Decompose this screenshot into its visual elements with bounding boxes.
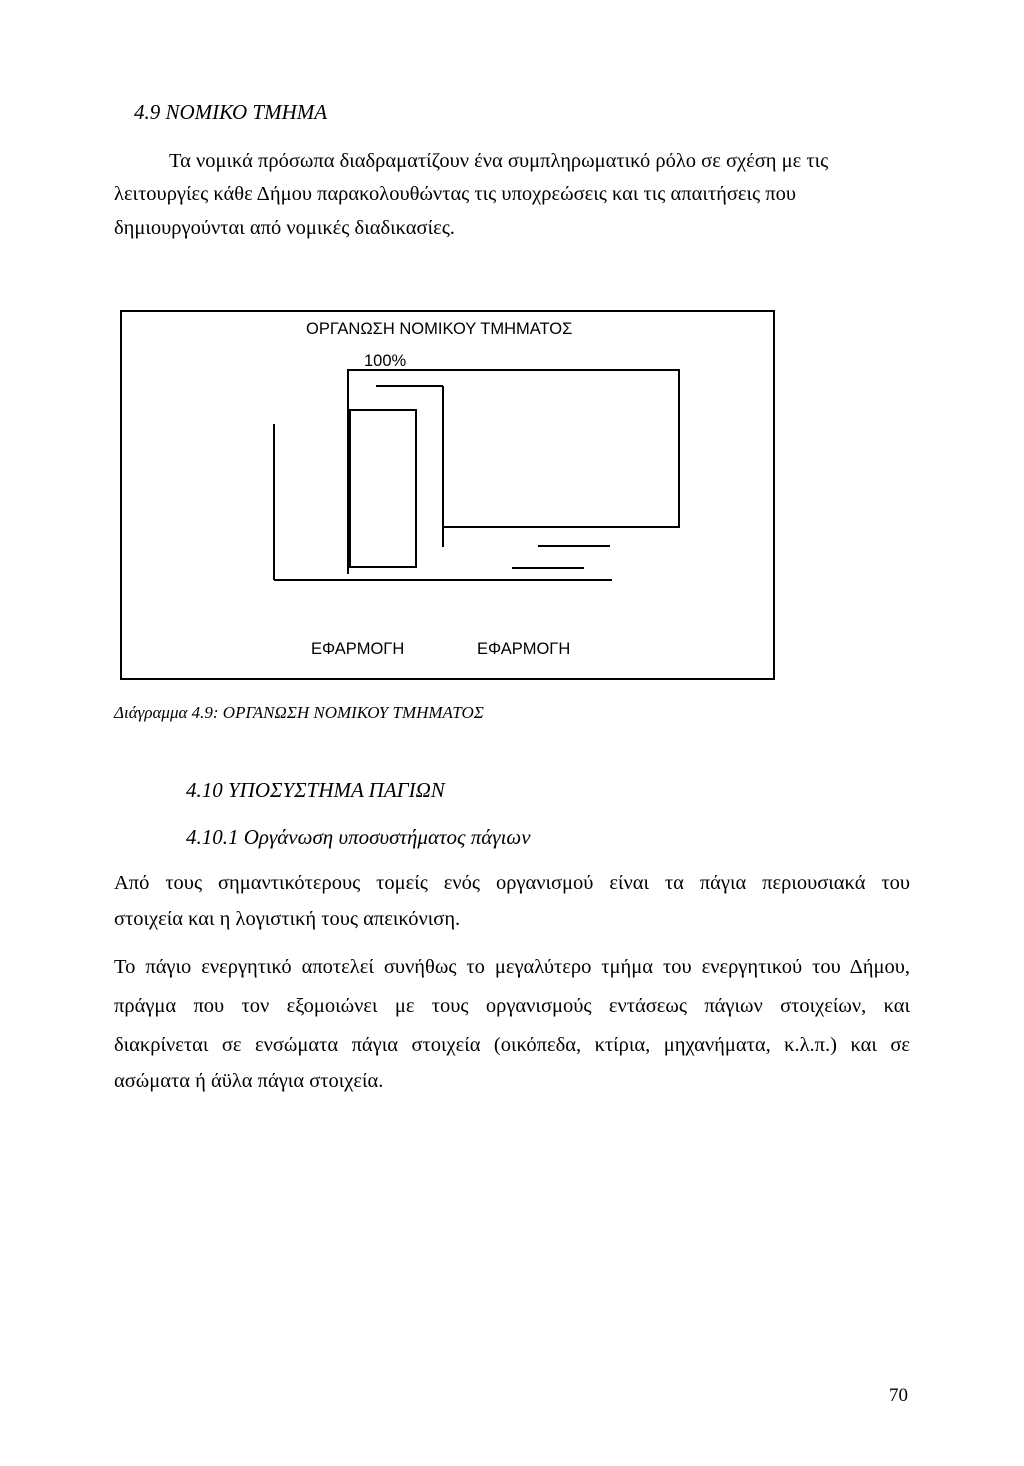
diagram-percent-label: 100% — [364, 352, 407, 370]
section-4-10-para1-line-2: στοιχεία και η λογιστική τους απεικόνιση. — [114, 908, 461, 930]
diagram-label-left: ΕΦΑΡΜΟΓΗ — [311, 640, 405, 658]
diagram-back-bar-outline — [348, 370, 679, 574]
diagram-front-bar — [350, 410, 416, 567]
section-4-10-1-subtitle: 4.10.1 Οργάνωση υποσυστήματος πάγιων — [186, 825, 531, 849]
section-4-9-paragraph-line-2: λειτουργίες κάθε Δήμου παρακολουθώντας τις υποχρεώσεις και τις απαιτήσεις που — [114, 183, 797, 205]
section-4-9-title: 4.9 ΝΟΜΙΚΟ ΤΜΗΜΑ — [134, 100, 328, 124]
section-4-9-paragraph-line-3: δημιουργούνται από νομικές διαδικασίες. — [114, 217, 455, 239]
diagram-caption: Διάγραμμα 4.9: ΟΡΓΑΝΩΣΗ ΝΟΜΙΚΟΥ ΤΜΗΜΑΤΟΣ — [114, 703, 484, 722]
section-4-10-title: 4.10 ΥΠΟΣΥΣΤΗΜΑ ΠΑΓΙΩΝ — [186, 778, 445, 802]
diagram-title: ΟΡΓΑΝΩΣΗ ΝΟΜΙΚΟΥ ΤΜΗΜΑΤΟΣ — [306, 320, 573, 338]
section-4-9-paragraph-line-1: Τα νομικά πρόσωπα διαδραματίζουν ένα συμπληρωματικό ρόλο σε σχέση με τις — [169, 150, 829, 172]
section-4-10-para1-line-1: Από τους σημαντικότερους τομείς ενός οργανισμού είναι τα πάγια περιουσιακά του — [114, 872, 910, 894]
diagram-label-right: ΕΦΑΡΜΟΓΗ — [477, 640, 571, 658]
section-4-10-para2-line-2: πράγμα που τον εξομοιώνει με τους οργανισμούς εντάσεως πάγιων στοιχείων, και — [114, 995, 910, 1017]
section-4-10-para2-line-4: ασώματα ή άϋλα πάγια στοιχεία. — [114, 1070, 384, 1092]
section-4-10-para2-line-1: Το πάγιο ενεργητικό αποτελεί συνήθως το μεγαλύτερο τμήμα του ενεργητικού του Δήμου, — [114, 956, 910, 978]
diagram-bars-graphic — [122, 312, 773, 678]
section-4-10-para2-line-3: διακρίνεται σε ενσώματα πάγια στοιχεία (οικόπεδα, κτίρια, μηχανήματα, κ.λ.π.) και σε — [114, 1034, 910, 1056]
page-number: 70 — [889, 1385, 908, 1406]
diagram-frame — [120, 310, 775, 680]
